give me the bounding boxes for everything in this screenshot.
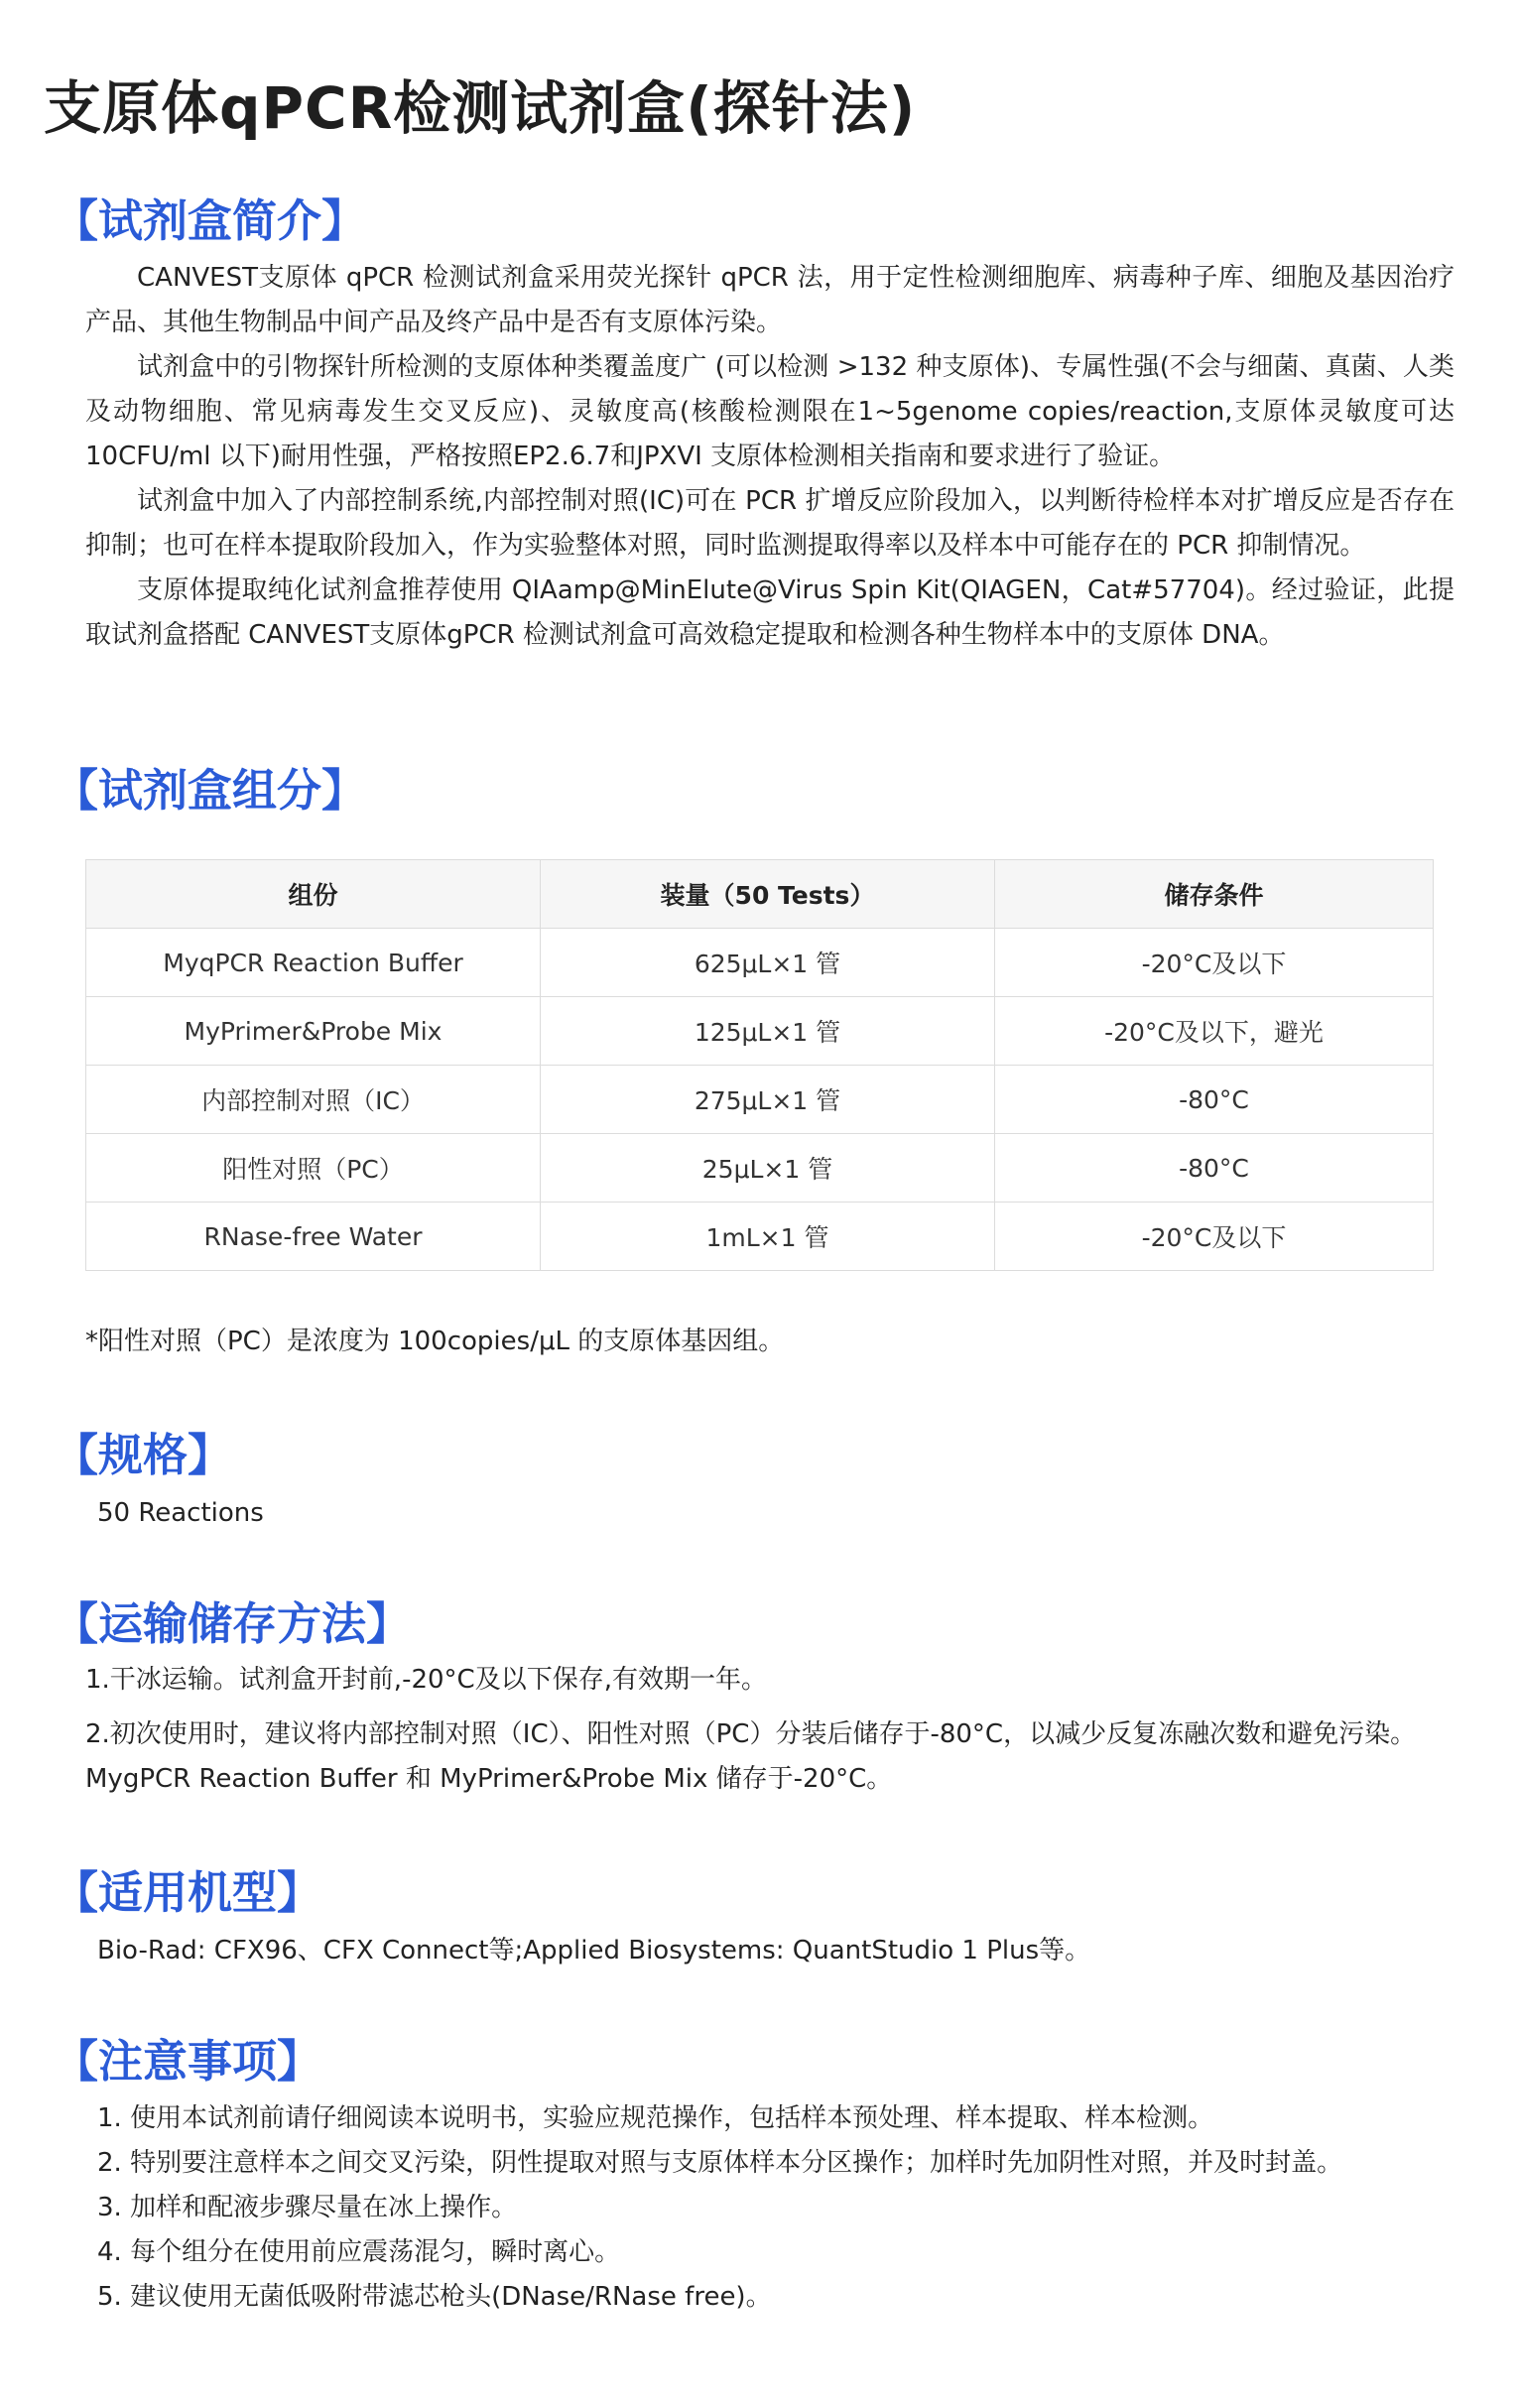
spec-text: 50 Reactions (97, 1498, 264, 1528)
section-heading-storage: 【运输储存方法】 (54, 1597, 412, 1650)
table-header-row (86, 860, 1434, 929)
section-heading-intro: 【试剂盒简介】 (54, 194, 367, 247)
instruments-text: Bio-Rad: CFX96、CFX Connect等;Applied Biosystems: QuantStudio 1 Plus等。 (97, 1936, 1091, 1965)
storage-list (85, 1658, 1455, 1812)
table-footnote: *阳性对照（PC）是浓度为 100copies/μL 的支原体基因组。 (85, 1327, 785, 1356)
column-header: 组份 (86, 860, 541, 929)
table-cell: 内部控制对照（IC） (86, 1066, 541, 1134)
table-cell: 25μL×1 管 (541, 1134, 995, 1203)
table-row (86, 929, 1434, 997)
column-header: 装量（50 Tests） (541, 860, 995, 929)
table-cell: 625μL×1 管 (541, 929, 995, 997)
table-cell: -20°C及以下，避光 (995, 997, 1434, 1066)
section-heading-instruments: 【适用机型】 (54, 1866, 322, 1919)
table-row (86, 1203, 1434, 1271)
intro-paragraph: 试剂盒中的引物探针所检测的支原体种类覆盖度广 (可以检测 >132 种支原体)、专属性强(不会与细菌、真菌、人类及动物细胞、常见病毒发生交叉反应)、灵敏度高(核酸检测限在1~5genome copies/reaction,支原体灵敏度可达10CFU/ml 以下)耐用性强，严格按照EP2.6.7和JPXVI 支原体检测相关指南和要求进行了验证。 (85, 352, 1455, 471)
table-cell: RNase-free Water (86, 1203, 541, 1271)
table-cell: -20°C及以下 (995, 1203, 1434, 1271)
table-cell: -80°C (995, 1134, 1434, 1203)
table-cell: 阳性对照（PC） (86, 1134, 541, 1203)
table-cell: 1mL×1 管 (541, 1203, 995, 1271)
table-row (86, 1066, 1434, 1134)
intro-text (85, 256, 1455, 658)
list-item: 2. 特别要注意样本之间交叉污染，阴性提取对照与支原体样本分区操作；加样时先加阴性对照，并及时封盖。 (97, 2148, 1343, 2178)
list-item: 2.初次使用时，建议将内部控制对照（IC）、阳性对照（PC）分装后储存于-80°C，以减少反复冻融次数和避免污染。MygPCR Reaction Buffer 和 MyPrimer&Probe Mix 储存于-20°C。 (85, 1719, 1417, 1794)
table-cell: 125μL×1 管 (541, 997, 995, 1066)
intro-paragraph: CANVEST支原体 qPCR 检测试剂盒采用荧光探针 qPCR 法，用于定性检测细胞库、病毒种子库、细胞及基因治疗产品、其他生物制品中间产品及终产品中是否有支原体污染。 (85, 263, 1455, 337)
notes-list (97, 2096, 1466, 2320)
section-heading-spec: 【规格】 (54, 1429, 233, 1481)
table-row (86, 1134, 1434, 1203)
list-item: 1.干冰运输。试剂盒开封前,-20°C及以下保存,有效期一年。 (85, 1665, 767, 1695)
list-item: 4. 每个组分在使用前应震荡混匀，瞬时离心。 (97, 2237, 621, 2267)
table-row (86, 997, 1434, 1066)
table-cell: MyqPCR Reaction Buffer (86, 929, 541, 997)
table-cell: 275μL×1 管 (541, 1066, 995, 1134)
section-heading-components: 【试剂盒组分】 (54, 764, 367, 817)
table-cell: -20°C及以下 (995, 929, 1434, 997)
intro-paragraph: 试剂盒中加入了内部控制系统,内部控制对照(IC)可在 PCR 扩增反应阶段加入，以判断待检样本对扩增反应是否存在抑制；也可在样本提取阶段加入，作为实验整体对照，同时监测提取得率以及样本中可能存在的 PCR 抑制情况。 (85, 486, 1455, 561)
page-title: 支原体qPCR检测试剂盒(探针法) (44, 74, 917, 142)
list-item: 3. 加样和配液步骤尽量在冰上操作。 (97, 2193, 518, 2222)
list-item: 5. 建议使用无菌低吸附带滤芯枪头(DNase/RNase free)。 (97, 2282, 772, 2312)
section-heading-notes: 【注意事项】 (54, 2035, 322, 2088)
list-item: 1. 使用本试剂前请仔细阅读本说明书，实验应规范操作，包括样本预处理、样本提取、样本检测。 (97, 2103, 1214, 2133)
table-cell: -80°C (995, 1066, 1434, 1134)
table-cell: MyPrimer&Probe Mix (86, 997, 541, 1066)
column-header: 储存条件 (995, 860, 1434, 929)
intro-paragraph: 支原体提取纯化试剂盒推荐使用 QIAamp@MinElute@Virus Spin Kit(QIAGEN，Cat#57704)。经过验证，此提取试剂盒搭配 CANVEST支原体gPCR 检测试剂盒可高效稳定提取和检测各种生物样本中的支原体 DNA。 (85, 575, 1455, 650)
components-table (85, 859, 1434, 1271)
